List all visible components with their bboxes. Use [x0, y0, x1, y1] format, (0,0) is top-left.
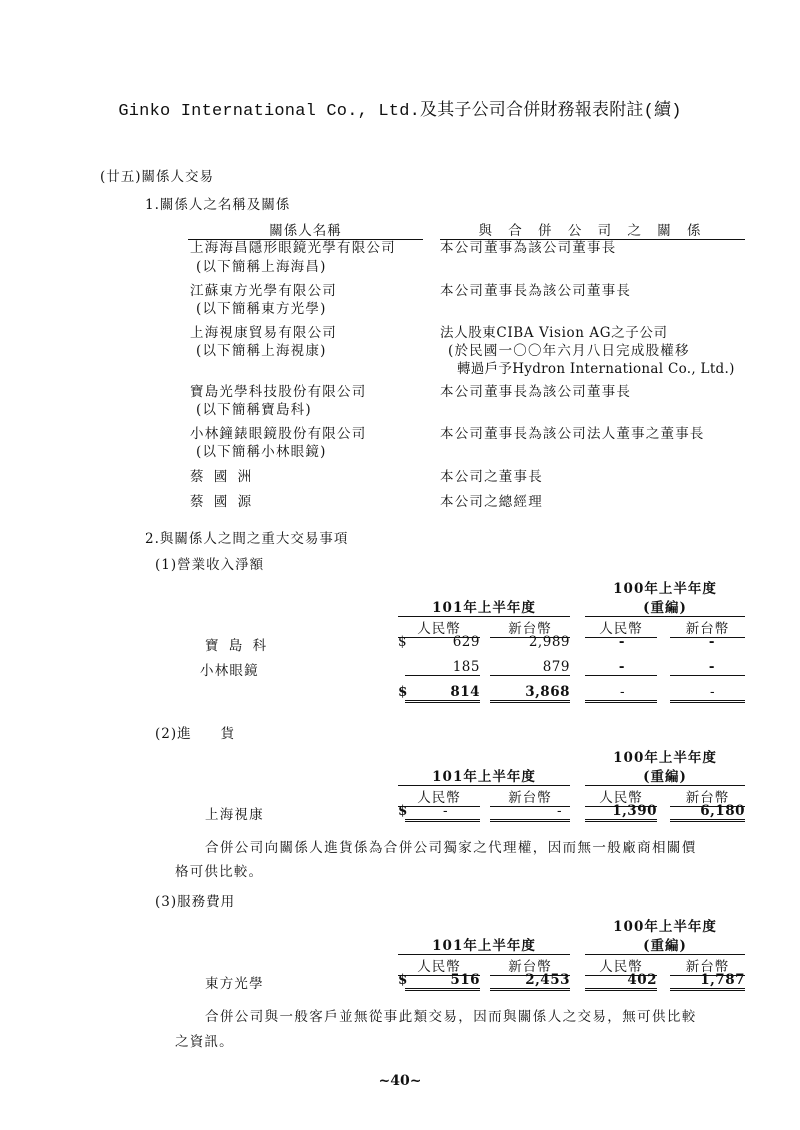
- col-rmb: 人民幣: [398, 617, 480, 638]
- cell-rmb-101: 185: [405, 659, 480, 676]
- total-twd-100: [670, 684, 745, 703]
- col-header-name: 關係人名稱: [188, 219, 423, 240]
- cell-rmb-100: 1,390: [585, 803, 657, 822]
- restated-label: (重編): [585, 765, 745, 786]
- col-rmb: 人民幣: [398, 786, 480, 807]
- party-relation: 本公司之總經理: [440, 494, 543, 510]
- party-name: 江蘇東方光學有限公司: [190, 283, 337, 299]
- page-title: Ginko International Co., Ltd.及其子公司合併財務報表附註(續): [118, 102, 682, 121]
- party-relation: 法人股東CIBA Vision AG之子公司: [440, 325, 668, 341]
- currency-sign: $: [398, 972, 408, 988]
- restated-label: (重編): [585, 596, 745, 617]
- party-relation: 本公司董事為該公司董事長: [440, 240, 617, 256]
- period-prior: 100年上半年度: [613, 919, 717, 935]
- row-label: 寶 島 科: [205, 638, 270, 654]
- col-twd: 新台幣: [490, 955, 570, 976]
- cell-twd-100-value: -: [708, 659, 715, 675]
- party-alias: (以下簡稱東方光學): [196, 301, 327, 317]
- col-twd: 新台幣: [490, 617, 570, 638]
- party-relation: 本公司董事長為該公司法人董事之董事長: [440, 426, 705, 442]
- cell-rmb-101-value: -: [442, 803, 448, 819]
- subsection-related-parties: 1.關係人之名稱及關係: [145, 197, 291, 213]
- cell-rmb-100: [585, 659, 657, 676]
- cell-twd-101: 2,453: [490, 972, 570, 991]
- party-relation: 本公司董事長為該公司董事長: [440, 384, 632, 400]
- cell-rmb-100: 402: [585, 972, 657, 991]
- cell-twd-100: 6,180: [670, 803, 745, 822]
- party-name: 小林鐘錶眼鏡股份有限公司: [190, 426, 367, 442]
- party-relation-cont: 轉過戶予Hydron International Co., Ltd.): [457, 361, 735, 377]
- subsection-transactions: 2.與關係人之間之重大交易事項: [145, 531, 349, 547]
- cell-twd-101: 879: [490, 659, 570, 676]
- party-relation: 本公司董事長為該公司董事長: [440, 283, 632, 299]
- party-relation: 本公司之董事長: [440, 469, 543, 485]
- col-twd: 新台幣: [670, 786, 745, 807]
- cell-twd-101-value: -: [556, 803, 562, 819]
- restated-label: (重編): [585, 934, 745, 955]
- party-name: 上海海昌隱形眼鏡光學有限公司: [190, 240, 396, 256]
- party-relation-cont: (於民國一〇〇年六月八日完成股權移: [448, 343, 690, 359]
- currency-sign: $: [398, 803, 408, 819]
- cell-rmb-101: 516: [405, 972, 480, 991]
- services-heading: (3)服務費用: [155, 894, 236, 910]
- cell-rmb-101: 629: [452, 634, 480, 650]
- cell-twd-100: 1,787: [670, 972, 745, 991]
- col-twd: 新台幣: [670, 955, 745, 976]
- col-rmb: 人民幣: [585, 786, 657, 807]
- col-rmb: 人民幣: [585, 955, 657, 976]
- row-label: 上海視康: [205, 807, 264, 823]
- currency-sign: $: [398, 684, 408, 700]
- note-line: 合併公司向關係人進貨係為合併公司獨家之代理權，因而無一般廠商相關價: [205, 840, 697, 856]
- cell-rmb-100: -: [618, 634, 625, 650]
- total-rmb-100: [585, 684, 657, 703]
- party-name: 蔡 國 洲: [190, 469, 255, 485]
- cell-twd-100: [670, 659, 745, 676]
- party-alias: (以下簡稱寶島科): [196, 402, 312, 418]
- col-rmb: 人民幣: [585, 617, 657, 638]
- total-twd-100-value: -: [709, 684, 715, 700]
- note-line: 之資訊。: [175, 1034, 234, 1050]
- total-rmb-101: 814: [405, 684, 480, 703]
- cell-twd-100: -: [708, 634, 715, 650]
- party-alias: (以下簡稱小林眼鏡): [196, 444, 327, 460]
- currency-sign: $: [398, 634, 408, 650]
- period-current: 101年上半年度: [398, 934, 570, 955]
- period-current: 101年上半年度: [398, 596, 570, 617]
- total-rmb-100-value: -: [619, 684, 625, 700]
- col-twd: 新台幣: [670, 617, 745, 638]
- party-name: 寶島光學科技股份有限公司: [190, 384, 367, 400]
- party-name: 上海視康貿易有限公司: [190, 325, 337, 341]
- cell-rmb-101: [405, 803, 480, 822]
- party-alias: (以下簡稱上海海昌): [196, 259, 327, 275]
- period-prior: 100年上半年度: [613, 581, 717, 597]
- col-header-relation: 與 合 併 公 司 之 關 係: [440, 219, 745, 240]
- section-heading: (廿五)關係人交易: [100, 169, 215, 185]
- cell-twd-101: 2,989: [528, 634, 570, 650]
- note-line: 合併公司與一般客戶並無從事此類交易，因而與關係人之交易，無可供比較: [205, 1009, 697, 1025]
- col-rmb: 人民幣: [398, 955, 480, 976]
- period-current: 101年上半年度: [398, 765, 570, 786]
- note-line: 格可供比較。: [175, 864, 264, 880]
- party-alias: (以下簡稱上海視康): [196, 343, 327, 359]
- row-label: 小林眼鏡: [200, 663, 259, 679]
- cell-rmb-100-value: -: [618, 659, 625, 675]
- total-twd-101: 3,868: [490, 684, 570, 703]
- party-name: 蔡 國 源: [190, 494, 255, 510]
- col-twd: 新台幣: [490, 786, 570, 807]
- cell-twd-101: [490, 803, 570, 822]
- period-prior: 100年上半年度: [613, 750, 717, 766]
- row-label: 東方光學: [205, 976, 264, 992]
- page-number: ~40~: [378, 1073, 422, 1089]
- revenue-heading: (1)營業收入淨額: [155, 557, 265, 573]
- purchases-heading: (2)進 貨: [155, 726, 236, 742]
